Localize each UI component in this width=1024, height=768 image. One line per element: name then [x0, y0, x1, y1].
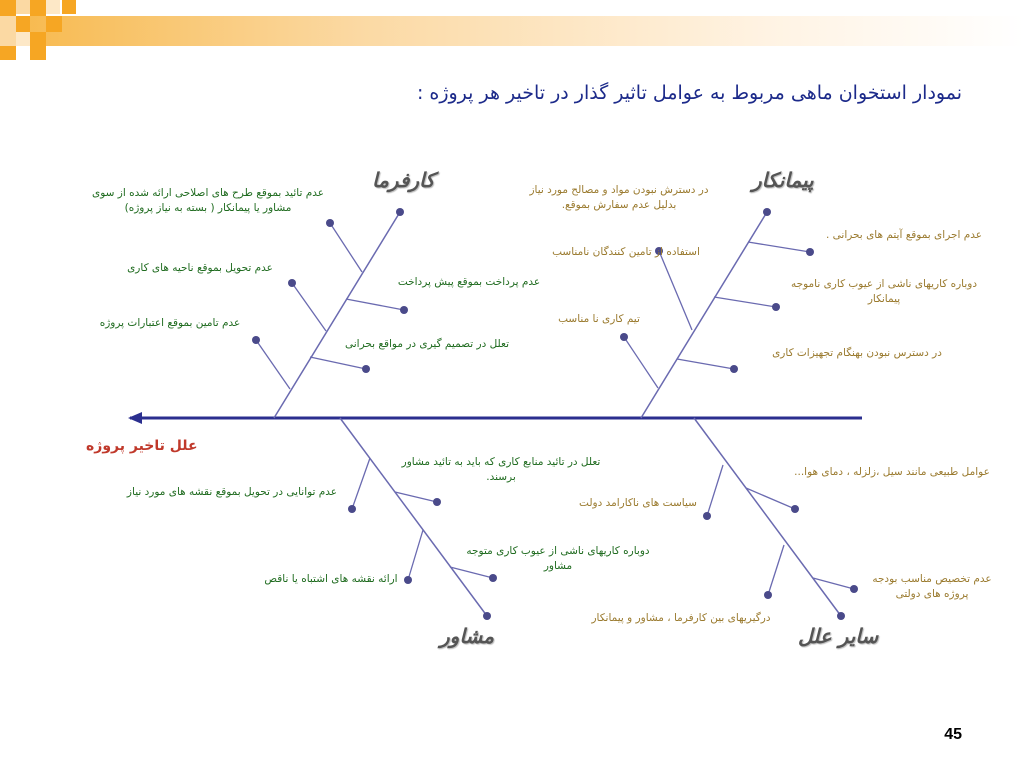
category-contractor: پیمانکار — [752, 168, 814, 192]
category-other: سایر علل — [798, 624, 879, 648]
bone-end-dot — [326, 219, 334, 227]
bone-end-dot — [483, 612, 491, 620]
bone-end-dot — [703, 512, 711, 520]
sub-bone — [714, 297, 776, 307]
sub-bone — [352, 458, 370, 509]
bone-end-dot — [837, 612, 845, 620]
cause-label: ارائه نقشه های اشتباه یا ناقص — [264, 573, 398, 585]
effect-label: علل تاخیر پروژه — [86, 438, 198, 454]
cause-label: عدم تخصیص مناسب بودجه پروژه های دولتی — [872, 573, 992, 600]
cause-label: عدم تائید بموقع طرح های اصلاحی ارائه شده از سوی مشاور یا پیمانکار ( بسته به نیاز پروژه) — [92, 187, 324, 214]
bone-end-dot — [764, 591, 772, 599]
cause-label: تعلل در تائید منابع کاری که باید به تائید مشاور برسند. — [401, 456, 601, 483]
bone-end-dot — [433, 498, 441, 506]
sub-bone — [768, 545, 784, 595]
bone-end-dot — [252, 336, 260, 344]
cause-label: عدم تامین بموقع اعتبارات پروژه — [99, 317, 241, 329]
slide-title: نمودار استخوان ماهی مربوط به عوامل تاثیر گذار در تاخیر هر پروژه : — [416, 82, 962, 104]
cause-label: عدم پرداخت بموقع پیش پرداخت — [397, 276, 541, 288]
cause-label: در دسترس نبودن بهنگام تجهیزات کاری — [772, 347, 942, 359]
bone-contractor — [641, 212, 767, 418]
bone-end-dot — [362, 365, 370, 373]
cause-label: در دسترش نبودن مواد و مصالح مورد نیاز بدلیل عدم سفارش بموقع. — [529, 184, 709, 211]
bone-end-dot — [620, 333, 628, 341]
cause-label: عدم اجرای بموقع آیتم های بحرانی . — [825, 229, 983, 241]
bone-end-dot — [806, 248, 814, 256]
cause-label: دوباره کاریهای ناشی از عیوب کاری متوجه مشاور — [466, 545, 650, 572]
sub-bone — [346, 299, 404, 310]
cause-label: درگیریهای بین کارفرما ، مشاور و پیمانکار — [591, 612, 771, 624]
bone-other — [694, 418, 841, 616]
sub-bone — [256, 340, 290, 389]
sub-bone — [748, 242, 810, 252]
cause-label: عدم توانایی در تحویل بموقع نقشه های مورد نیاز — [126, 486, 338, 498]
sub-bone — [624, 337, 658, 388]
sub-bone — [292, 283, 326, 331]
bone-end-dot — [791, 505, 799, 513]
bone-employer — [274, 212, 400, 418]
cause-label: سیاست های ناکارامد دولت — [579, 497, 697, 509]
category-employer: کارفرما — [372, 168, 435, 192]
sub-bone — [659, 251, 692, 330]
cause-label: عوامل طبیعی مانند سیل ،زلزله ، دمای هوا... — [794, 466, 990, 478]
spine-arrowhead — [128, 412, 142, 424]
bone-end-dot — [730, 365, 738, 373]
cause-label: استفاده از تامین کنندگان نامناسب — [552, 246, 700, 258]
bone-end-dot — [400, 306, 408, 314]
bone-end-dot — [763, 208, 771, 216]
cause-label: عدم تحویل بموقع ناحیه های کاری — [127, 262, 273, 274]
cause-label: دوباره کاریهای ناشی از عیوب کاری ناموجه پیمانکار — [790, 278, 978, 305]
cause-label: تیم کاری نا مناسب — [558, 313, 640, 325]
bone-end-dot — [348, 505, 356, 513]
bone-end-dot — [850, 585, 858, 593]
sub-bone — [707, 465, 723, 516]
sub-bone — [330, 223, 362, 272]
bone-end-dot — [396, 208, 404, 216]
bone-end-dot — [288, 279, 296, 287]
sub-bone — [677, 359, 734, 369]
bone-end-dot — [489, 574, 497, 582]
page-number: 45 — [944, 726, 962, 743]
sub-bone — [310, 357, 366, 369]
cause-label: تعلل در تصمیم گیری در مواقع بحرانی — [344, 338, 510, 350]
category-consultant: مشاور — [440, 624, 494, 648]
